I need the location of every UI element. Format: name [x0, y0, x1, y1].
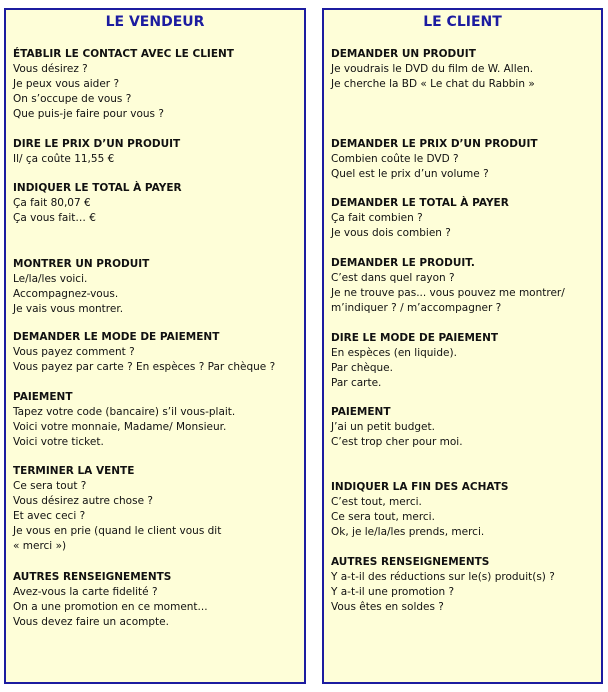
phrase-line: Je vous dois combien ?	[331, 227, 451, 239]
section-heading: PAIEMENT	[13, 391, 73, 403]
phrase-line: Avez-vous la carte fidelité ?	[13, 586, 158, 598]
vendeur-section	[13, 464, 300, 554]
phrase-line: Vous payez comment ?	[13, 346, 135, 358]
phrase-line: Je voudrais le DVD du film de W. Allen.	[331, 63, 534, 75]
client-section	[331, 331, 597, 391]
client-section	[331, 256, 597, 316]
section-heading: DEMANDER LE MODE DE PAIEMENT	[13, 331, 220, 343]
phrase-line: m’indiquer ? / m’accompagner ?	[331, 302, 502, 314]
phrase-line: Accompagnez-vous.	[13, 288, 119, 300]
vendeur-section	[13, 137, 300, 167]
section-heading: TERMINER LA VENTE	[13, 465, 135, 477]
vendeur-section	[13, 330, 300, 375]
phrase-line: Ça fait 80,07 €	[13, 197, 91, 209]
client-title: LE CLIENT	[423, 14, 502, 30]
phrase-line: Vous désirez autre chose ?	[13, 495, 153, 507]
section-heading: PAIEMENT	[331, 406, 391, 418]
phrase-line: Je vous en prie (quand le client vous dit	[13, 525, 222, 537]
phrase-line: Ce sera tout, merci.	[331, 511, 435, 523]
phrase-line: Vous payez par carte ? En espèces ? Par chèque ?	[13, 361, 276, 373]
phrase-line: Le/la/les voici.	[13, 273, 88, 285]
phrase-line: Je peux vous aider ?	[13, 78, 120, 90]
phrase-line: Y a-t-il une promotion ?	[331, 586, 455, 598]
phrase-line: Voici votre ticket.	[13, 436, 104, 448]
vendeur-panel	[4, 8, 306, 684]
phrase-line: Vous êtes en soldes ?	[331, 601, 444, 613]
phrase-line: Par carte.	[331, 377, 382, 389]
section-heading: INDIQUER LA FIN DES ACHATS	[331, 481, 509, 493]
phrase-line: C’est dans quel rayon ?	[331, 272, 455, 284]
client-section	[331, 47, 597, 92]
phrase-line: C’est trop cher pour moi.	[331, 436, 463, 448]
client-section	[331, 137, 597, 182]
section-heading: AUTRES RENSEIGNEMENTS	[13, 571, 172, 583]
phrase-line: On a une promotion en ce moment...	[13, 601, 208, 613]
phrase-line: Ça vous fait… €	[13, 212, 96, 224]
vendeur-title: LE VENDEUR	[105, 14, 205, 30]
phrase-line: Quel est le prix d’un volume ?	[331, 168, 489, 180]
phrase-line: C’est tout, merci.	[331, 496, 422, 508]
section-heading: DIRE LE MODE DE PAIEMENT	[331, 332, 499, 344]
phrase-line: Je cherche la BD « Le chat du Rabbin »	[331, 78, 535, 90]
section-heading: MONTRER UN PRODUIT	[13, 258, 150, 270]
phrase-line: Par chèque.	[331, 362, 393, 374]
phrase-line: Que puis-je faire pour vous ?	[13, 108, 164, 120]
vendeur-section	[13, 181, 300, 226]
phrase-line: Tapez votre code (bancaire) s’il vous-plait.	[13, 406, 236, 418]
phrase-line: En espèces (en liquide).	[331, 347, 457, 359]
phrase-line: Ce sera tout ?	[13, 480, 87, 492]
vendeur-section	[13, 257, 300, 317]
phrase-line: « merci »)	[13, 540, 67, 552]
phrase-line: Vous devez faire un acompte.	[13, 616, 169, 628]
client-section	[331, 196, 597, 241]
phrase-line: Ok, je le/la/les prends, merci.	[331, 526, 485, 538]
phrase-line: J’ai un petit budget.	[331, 421, 435, 433]
phrase-line: Et avec ceci ?	[13, 510, 86, 522]
client-section	[331, 405, 597, 450]
section-heading: ÉTABLIR LE CONTACT AVEC LE CLIENT	[13, 48, 234, 60]
vendeur-section	[13, 47, 300, 122]
section-heading: DEMANDER LE PRODUIT.	[331, 257, 475, 269]
vendeur-section	[13, 390, 300, 450]
section-heading: DEMANDER UN PRODUIT	[331, 48, 476, 60]
phrase-line: Ça fait combien ?	[331, 212, 423, 224]
section-heading: DEMANDER LE PRIX D’UN PRODUIT	[331, 138, 538, 150]
client-section	[331, 555, 597, 615]
phrase-line: Je vais vous montrer.	[13, 303, 124, 315]
section-heading: AUTRES RENSEIGNEMENTS	[331, 556, 490, 568]
phrase-line: Y a-t-il des réductions sur le(s) produit(s) ?	[331, 571, 555, 583]
client-panel	[322, 8, 603, 684]
vendeur-section	[13, 570, 300, 630]
section-heading: DIRE LE PRIX D’UN PRODUIT	[13, 138, 181, 150]
phrase-line: Voici votre monnaie, Madame/ Monsieur.	[13, 421, 227, 433]
phrase-line: On s’occupe de vous ?	[13, 93, 132, 105]
section-heading: INDIQUER LE TOTAL À PAYER	[13, 182, 182, 194]
phrase-line: Il/ ça coûte 11,55 €	[13, 153, 115, 165]
client-section	[331, 480, 597, 540]
section-heading: DEMANDER LE TOTAL À PAYER	[331, 197, 509, 209]
phrase-line: Je ne trouve pas... vous pouvez me montrer/	[331, 287, 565, 299]
phrase-line: Vous désirez ?	[13, 63, 88, 75]
phrase-line: Combien coûte le DVD ?	[331, 153, 459, 165]
